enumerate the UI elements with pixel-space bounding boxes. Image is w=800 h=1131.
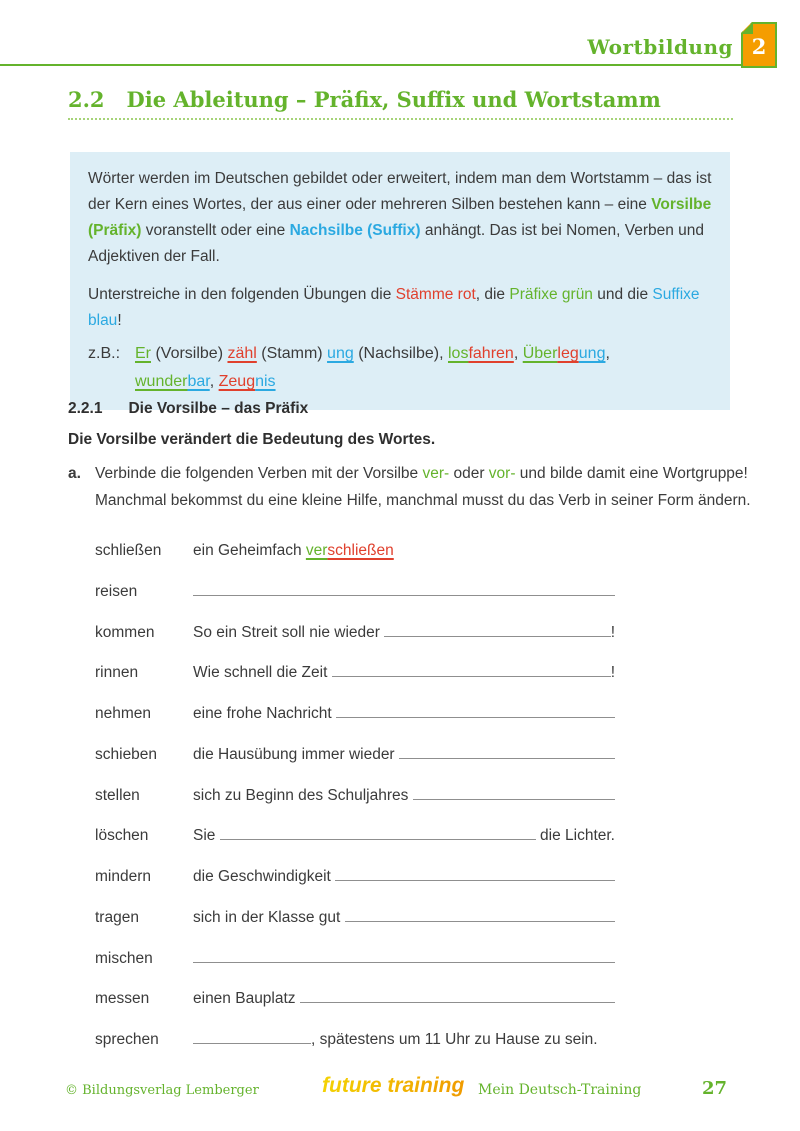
subsection-heading xyxy=(68,400,308,418)
exercise-row xyxy=(95,582,615,602)
info-box xyxy=(70,152,730,410)
exercise-row xyxy=(95,786,615,806)
text: , spätestens um 11 Uhr zu Hause zu sein. xyxy=(311,1031,598,1048)
answer-blank xyxy=(413,786,615,800)
red-text: fahren xyxy=(468,345,514,362)
text: Verbinde die folgenden Verben mit der Vorsilbe xyxy=(95,465,423,482)
example-text xyxy=(135,340,712,396)
page-number: 27 xyxy=(701,1078,727,1099)
blue-text: nis xyxy=(255,373,276,390)
verb-label: messen xyxy=(95,990,150,1008)
footer-copyright: © Bildungsverlag Lemberger xyxy=(65,1083,259,1098)
red-text: schließen xyxy=(327,542,394,559)
task-instruction xyxy=(95,460,771,514)
chapter-label: Wortbildung xyxy=(587,35,733,59)
row-content xyxy=(193,582,615,593)
red-text: zähl xyxy=(227,345,257,362)
red-text: Stämme rot xyxy=(395,286,476,303)
row-content xyxy=(193,786,615,806)
row-content xyxy=(193,663,615,683)
verb-label: reisen xyxy=(95,582,138,600)
verb-label: nehmen xyxy=(95,705,152,722)
header-rule xyxy=(0,64,741,66)
subsection-title: Die Vorsilbe – das Präfix xyxy=(128,400,309,417)
green-text: ver xyxy=(305,542,328,559)
exercise-row xyxy=(95,867,615,887)
green-text: Über xyxy=(522,345,558,362)
exercise-row xyxy=(95,745,615,765)
text: Unterstreiche in den folgenden Übungen die xyxy=(88,286,396,303)
answer-blank xyxy=(335,867,615,881)
row-content xyxy=(193,745,615,765)
text: ! xyxy=(117,312,122,329)
task-label: a. xyxy=(68,465,81,482)
page-title-number: 2.2 xyxy=(68,87,105,112)
verb-label: schließen xyxy=(95,542,162,559)
verb-label: tragen xyxy=(95,908,139,926)
text: (Nachsilbe), xyxy=(353,345,448,362)
answer-blank xyxy=(193,949,615,963)
row-content xyxy=(193,623,615,643)
text: und bilde damit eine Wortgruppe! Manchmal bekommst du eine kleine Hilfe, manchmal musst du das Verb in seiner Form ändern. xyxy=(95,465,753,509)
text: Wie schnell die Zeit xyxy=(193,664,332,682)
text: und die xyxy=(592,286,653,303)
text: oder xyxy=(449,465,489,482)
subsection-number: 2.2.1 xyxy=(68,400,103,417)
text: sich zu Beginn des Schuljahres xyxy=(193,786,413,804)
green-text: Er xyxy=(135,345,151,362)
row-content xyxy=(193,704,615,724)
text: , die xyxy=(475,286,510,303)
green-text: los xyxy=(448,345,469,362)
text: So ein Streit soll nie wieder xyxy=(193,623,385,641)
exercise-row xyxy=(95,704,615,724)
answer-blank xyxy=(336,704,615,718)
answer-blank xyxy=(345,908,615,922)
verb-label: schieben xyxy=(95,745,158,763)
row-content xyxy=(193,989,615,1009)
subsection-statement: Die Vorsilbe verändert die Bedeutung des Wortes. xyxy=(68,431,436,448)
example-label: z.B.: xyxy=(88,345,121,362)
green-text: vor- xyxy=(488,465,516,482)
row-content xyxy=(193,826,615,846)
text: anhängt. Das ist bei Nomen, Verben und Adjektiven der Fall. xyxy=(88,222,708,265)
green-text: ver- xyxy=(422,465,450,482)
blue-text: bar xyxy=(187,373,210,390)
exercise-row xyxy=(95,826,615,846)
red-text: leg xyxy=(557,345,579,362)
title-dotted-rule xyxy=(68,118,733,120)
blue-text: Suffixe blau xyxy=(88,286,704,329)
blue-text: ung xyxy=(327,345,354,362)
verb-label: stellen xyxy=(95,786,140,804)
text: Sie xyxy=(193,827,220,845)
info-paragraph-2 xyxy=(88,282,712,334)
verb-label: mindern xyxy=(95,868,151,885)
exercise-row xyxy=(95,1030,615,1050)
text: eine frohe Nachricht xyxy=(193,705,337,722)
exercise-list xyxy=(95,541,615,1050)
answer-blank xyxy=(384,623,610,637)
row-content xyxy=(193,867,615,887)
exercise-row xyxy=(95,949,615,969)
footer-brand-logo: future training xyxy=(322,1074,465,1097)
red-text: Zeug xyxy=(218,373,256,390)
text: die Geschwindigkeit xyxy=(193,868,336,885)
verb-label: löschen xyxy=(95,827,149,845)
row-content xyxy=(193,1030,615,1050)
text: die Hausübung immer wieder xyxy=(193,745,399,763)
text: , xyxy=(605,345,610,362)
answer-blank xyxy=(193,582,615,596)
green-text: Vorsilbe (Präfix) xyxy=(88,196,716,239)
chapter-number: 2 xyxy=(751,34,767,59)
verb-label: kommen xyxy=(95,623,155,641)
green-text: wunder xyxy=(135,373,188,390)
answer-blank xyxy=(220,826,536,840)
text: einen Bauplatz xyxy=(193,990,300,1008)
row-content xyxy=(193,908,615,928)
answer-blank xyxy=(193,1030,311,1044)
text: Wörter werden im Deutschen gebildet oder erweitert, indem man dem Wortstamm – das ist der Kern eines Wortes, der aus einer oder mehreren Silben bestehen kann – eine xyxy=(88,170,716,213)
exercise-row xyxy=(95,541,615,561)
text: die Lichter. xyxy=(535,827,615,845)
text: voranstellt oder eine xyxy=(141,222,290,239)
verb-label: rinnen xyxy=(95,664,139,682)
page-title xyxy=(68,87,661,112)
text: (Stamm) xyxy=(256,345,328,362)
answer-blank xyxy=(300,989,615,1003)
row-content xyxy=(193,541,615,561)
text: , xyxy=(209,373,219,390)
text: ! xyxy=(610,623,615,641)
text: ein Geheimfach xyxy=(193,542,306,559)
blue-text: ung xyxy=(578,345,606,362)
text: sich in der Klasse gut xyxy=(193,908,345,926)
example-row xyxy=(88,340,712,396)
green-text: Präfixe grün xyxy=(509,286,593,303)
text: (Vorsilbe) xyxy=(151,345,228,362)
exercise-row xyxy=(95,989,615,1009)
verb-label: mischen xyxy=(95,949,153,967)
info-paragraph-1 xyxy=(88,166,716,270)
row-content xyxy=(193,949,615,960)
chapter-number-tab xyxy=(741,22,777,68)
text: ! xyxy=(610,664,615,682)
exercise-row xyxy=(95,623,615,643)
exercise-row xyxy=(95,908,615,928)
exercise-row xyxy=(95,663,615,683)
footer-brand-suffix: Mein Deutsch-Training xyxy=(478,1082,642,1098)
text: , xyxy=(513,345,523,362)
verb-label: sprechen xyxy=(95,1031,159,1048)
task-a xyxy=(68,460,773,514)
page-title-text: Die Ableitung – Präfix, Suffix und Wortstamm xyxy=(126,87,661,112)
answer-blank xyxy=(399,745,615,759)
answer-blank xyxy=(332,663,611,677)
blue-text: Nachsilbe (Suffix) xyxy=(289,222,421,239)
